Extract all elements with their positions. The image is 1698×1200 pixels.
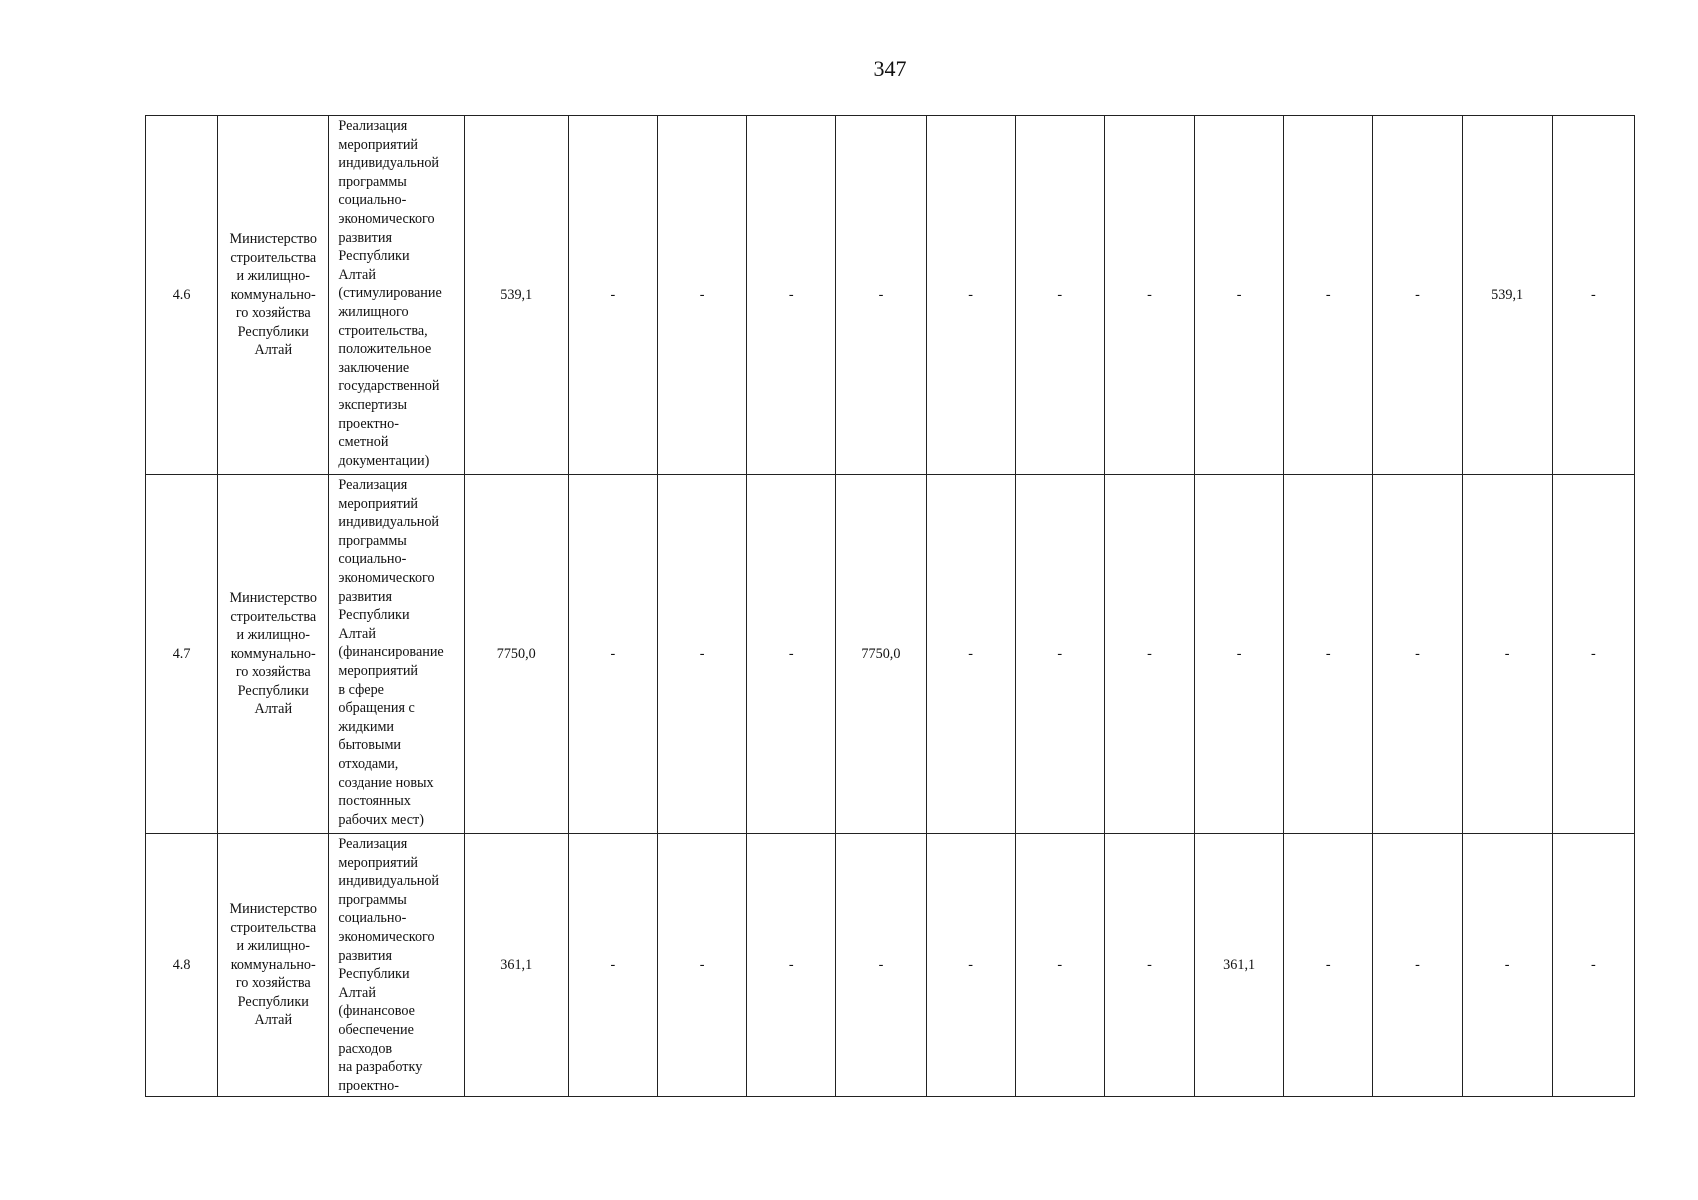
measure-description: Реализация мероприятий индивидуальной программы социально- экономического развития Республики Алтай (финансовое обеспечение расходов на разработку проектно- — [329, 834, 464, 1097]
value-cell: - — [1373, 116, 1462, 475]
page-number: 347 — [873, 56, 907, 81]
value-cell: - — [1284, 116, 1373, 475]
value-cell: - — [1552, 475, 1634, 834]
responsible-organization: Министерство строительства и жилищно- коммунально- го хозяйства Республики Алтай — [218, 834, 329, 1097]
value-cell: - — [568, 475, 657, 834]
value-cell: - — [926, 834, 1015, 1097]
measure-description: Реализация мероприятий индивидуальной программы социально- экономического развития Республики Алтай (финансирование мероприятий в сфере обращения с жидкими бытовыми отходами, создание новых постоянных рабочих мест) — [329, 475, 464, 834]
value-cell: - — [1015, 116, 1104, 475]
measure-description: Реализация мероприятий индивидуальной программы социально- экономического развития Республики Алтай (стимулирование жилищного строительства, положительное заключение государственной экспертизы проектно- сметной документации) — [329, 116, 464, 475]
value-cell: - — [1284, 475, 1373, 834]
value-cell: - — [1552, 116, 1634, 475]
value-cell: - — [1462, 834, 1552, 1097]
value-cell: - — [747, 475, 836, 834]
value-cell: - — [1104, 475, 1194, 834]
table-row — [146, 116, 1635, 475]
value-cell: - — [1195, 475, 1284, 834]
total-amount: 539,1 — [464, 116, 568, 475]
value-cell: - — [1373, 834, 1462, 1097]
total-amount: 7750,0 — [464, 475, 568, 834]
value-cell: 361,1 — [1195, 834, 1284, 1097]
value-cell: - — [1195, 116, 1284, 475]
value-cell: - — [1015, 475, 1104, 834]
value-cell: - — [1104, 834, 1194, 1097]
value-cell: - — [568, 834, 657, 1097]
responsible-organization: Министерство строительства и жилищно- коммунально- го хозяйства Республики Алтай — [218, 116, 329, 475]
table-row — [146, 834, 1635, 1097]
value-cell: - — [658, 116, 747, 475]
value-cell: - — [1552, 834, 1634, 1097]
value-cell: - — [1462, 475, 1552, 834]
value-cell: - — [747, 834, 836, 1097]
value-cell: - — [836, 834, 926, 1097]
value-cell: - — [1104, 116, 1194, 475]
responsible-organization: Министерство строительства и жилищно- коммунально- го хозяйства Республики Алтай — [218, 475, 329, 834]
row-number: 4.8 — [146, 834, 218, 1097]
total-amount: 361,1 — [464, 834, 568, 1097]
value-cell: 7750,0 — [836, 475, 926, 834]
table-row — [146, 475, 1635, 834]
value-cell: - — [747, 116, 836, 475]
value-cell: - — [926, 475, 1015, 834]
value-cell: - — [926, 116, 1015, 475]
value-cell: - — [568, 116, 657, 475]
value-cell: - — [658, 834, 747, 1097]
value-cell: - — [1015, 834, 1104, 1097]
value-cell: - — [658, 475, 747, 834]
value-cell: - — [1373, 475, 1462, 834]
value-cell: 539,1 — [1462, 116, 1552, 475]
value-cell: - — [836, 116, 926, 475]
budget-table — [145, 115, 1635, 1097]
row-number: 4.6 — [146, 116, 218, 475]
value-cell: - — [1284, 834, 1373, 1097]
row-number: 4.7 — [146, 475, 218, 834]
